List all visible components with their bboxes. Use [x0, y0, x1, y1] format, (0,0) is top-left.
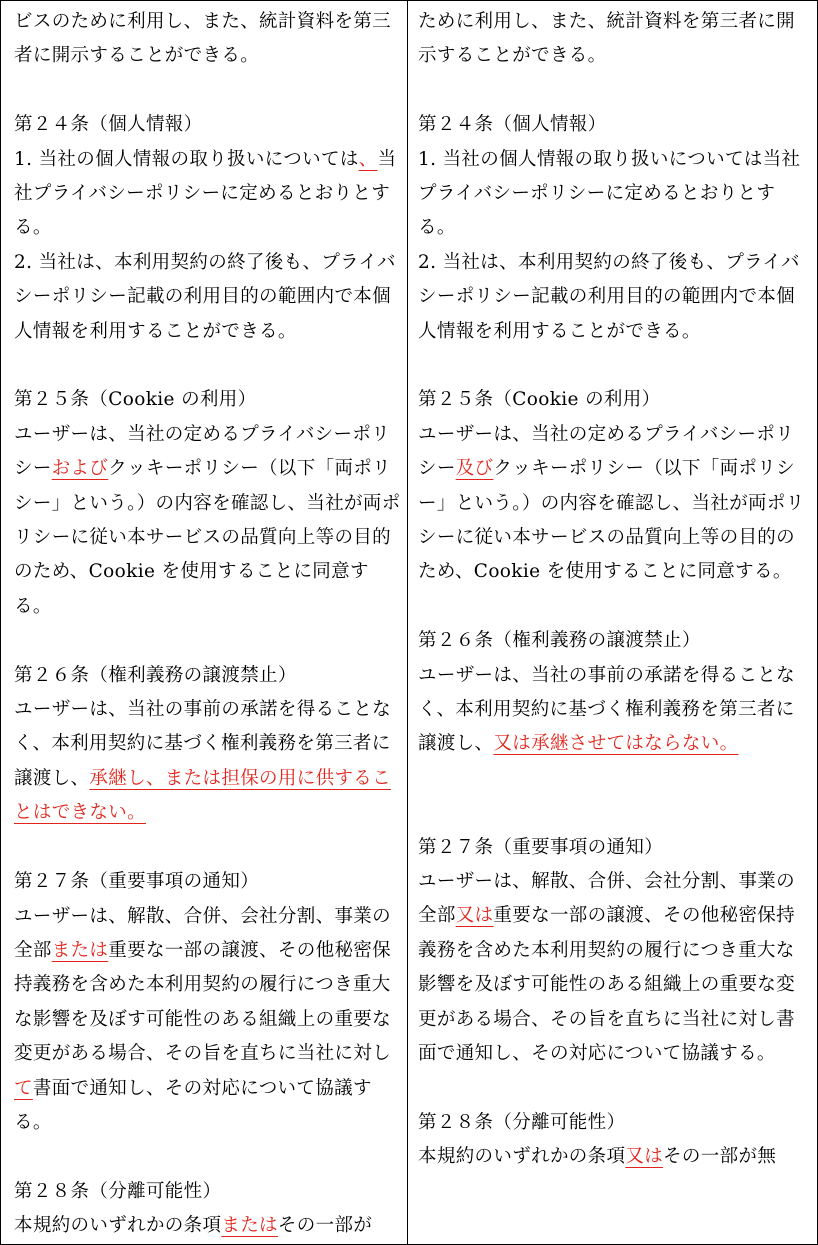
text-run: ユーザーは、当社の事前の承諾を得ることなく、本利用契約に基づく権利義務を第三者に譲渡し、	[418, 664, 796, 755]
insertion-mark: 、	[358, 148, 378, 170]
left-art25-heading: 第２５条（Cookie の利用）	[14, 389, 257, 411]
left-art24-para1	[14, 143, 401, 246]
left-art25-para	[14, 418, 401, 624]
left-column	[1, 1, 408, 1244]
insertion-mark: または	[51, 939, 109, 961]
right-art24-heading: 第２４条（個人情報）	[418, 114, 607, 136]
text-run: その一部が無	[663, 1146, 777, 1168]
left-art24-para2: 2. 当社は、本利用契約の終了後も、プライバシーポリシー記載の利用目的の範囲内で本個人情報を利用することができる。	[14, 251, 396, 342]
paragraph-spacer	[418, 1072, 810, 1106]
insertion-mark: 及び	[455, 458, 494, 480]
left-art26-heading: 第２６条（権利義務の譲渡禁止）	[14, 664, 297, 686]
insertion-mark: 承継し、または担保の用に供することはできない。	[14, 767, 392, 824]
paragraph-spacer	[14, 74, 401, 108]
text-run: クッキーポリシー（以下「両ポリシー」という。）の内容を確認し、当社が両ポリシーに従い本サービスの品質向上等の目的のため、Cookie を使用することに同意する。	[418, 458, 805, 583]
text-run: 1. 当社の個人情報の取り扱いについては	[14, 148, 359, 170]
text-run: ユーザーは、当社の定めるプライバシーポリシー	[418, 423, 795, 480]
right-column	[408, 1, 816, 1244]
right-art24-para2: 2. 当社は、本利用契約の終了後も、プライバシーポリシー記載の利用目的の範囲内で本個人情報を利用することができる。	[418, 251, 800, 342]
right-art26-para	[418, 659, 810, 762]
left-art28-para	[14, 1209, 401, 1243]
text-run: 当社プライバシーポリシーに定めるとおりとする。	[14, 148, 397, 239]
paragraph-spacer	[14, 349, 401, 383]
left-art24-heading: 第２４条（個人情報）	[14, 114, 203, 136]
text-run: 本規約のいずれかの条項	[14, 1215, 222, 1237]
insertion-mark: 又は	[625, 1146, 664, 1168]
text-run: クッキーポリシー（以下「両ポリシー」という。）の内容を確認し、当社が両ポリシーに従い本サービスの品質向上等の目的のため、Cookie を使用することに同意する。	[14, 458, 401, 617]
insertion-mark: または	[221, 1215, 278, 1237]
text-run: 重要な一部の譲渡、その他秘密保持義務を含めた本利用契約の履行につき重大な影響を及ぼす可能性のある組織上の重要な変更がある場合、その旨を直ちに当社に対し	[14, 939, 392, 1065]
text-run: ユーザーは、解散、合併、会社分割、事業の全部	[14, 905, 392, 961]
text-run: ユーザーは、当社の定めるプライバシーポリシー	[14, 423, 391, 480]
paragraph-spacer	[418, 796, 810, 830]
right-art28-para	[418, 1140, 810, 1174]
right-art26-heading: 第２６条（権利義務の譲渡禁止）	[418, 630, 701, 652]
paragraph-spacer	[14, 1140, 401, 1174]
insertion-mark: 又は承継させてはならない。	[493, 733, 739, 755]
paragraph-spacer	[418, 762, 810, 796]
text-run: ユーザーは、解散、合併、会社分割、事業の全部	[418, 871, 796, 927]
text-run: 書面で通知し、その対応について協議する。	[14, 1077, 372, 1133]
right-art27-para	[418, 865, 810, 1071]
right-art24-para1: 1. 当社の個人情報の取り扱いについては当社プライバシーポリシーに定めるとおりとする。	[418, 148, 801, 239]
text-run: ユーザーは、当社の事前の承諾を得ることなく、本利用契約に基づく権利義務を第三者に譲渡し、	[14, 699, 392, 789]
left-art26-para	[14, 693, 401, 831]
left-art28-heading: 第２８条（分離可能性）	[14, 1180, 222, 1202]
paragraph-spacer	[14, 624, 401, 658]
right-intro-text: ために利用し、また、統計資料を第三者に開示することができる。	[418, 11, 796, 67]
insertion-mark: 又は	[455, 905, 494, 927]
paragraph-spacer	[418, 74, 810, 108]
right-art25-heading: 第２５条（Cookie の利用）	[418, 389, 661, 411]
paragraph-spacer	[418, 590, 810, 624]
insertion-mark: て	[14, 1077, 33, 1099]
insertion-mark: および	[51, 458, 109, 480]
paragraph-spacer	[14, 831, 401, 865]
right-art27-heading: 第２７条（重要事項の通知）	[418, 836, 664, 858]
left-art27-para	[14, 900, 401, 1141]
left-art27-heading: 第２７条（重要事項の通知）	[14, 871, 260, 893]
right-art28-heading: 第２８条（分離可能性）	[418, 1111, 626, 1133]
left-intro-text: ビスのために利用し、また、統計資料を第三者に開示することができる。	[14, 11, 392, 67]
right-art25-para	[418, 418, 810, 590]
paragraph-spacer	[418, 349, 810, 383]
text-run: 重要な一部の譲渡、その他秘密保持義務を含めた本利用契約の履行につき重大な影響を及ぼす可能性のある組織上の重要な変更がある場合、その旨を直ちに当社に対し書面で通知し、その対応について協議する。	[418, 905, 796, 1065]
text-run: その一部が	[277, 1215, 373, 1237]
text-run: 本規約のいずれかの条項	[418, 1146, 626, 1168]
